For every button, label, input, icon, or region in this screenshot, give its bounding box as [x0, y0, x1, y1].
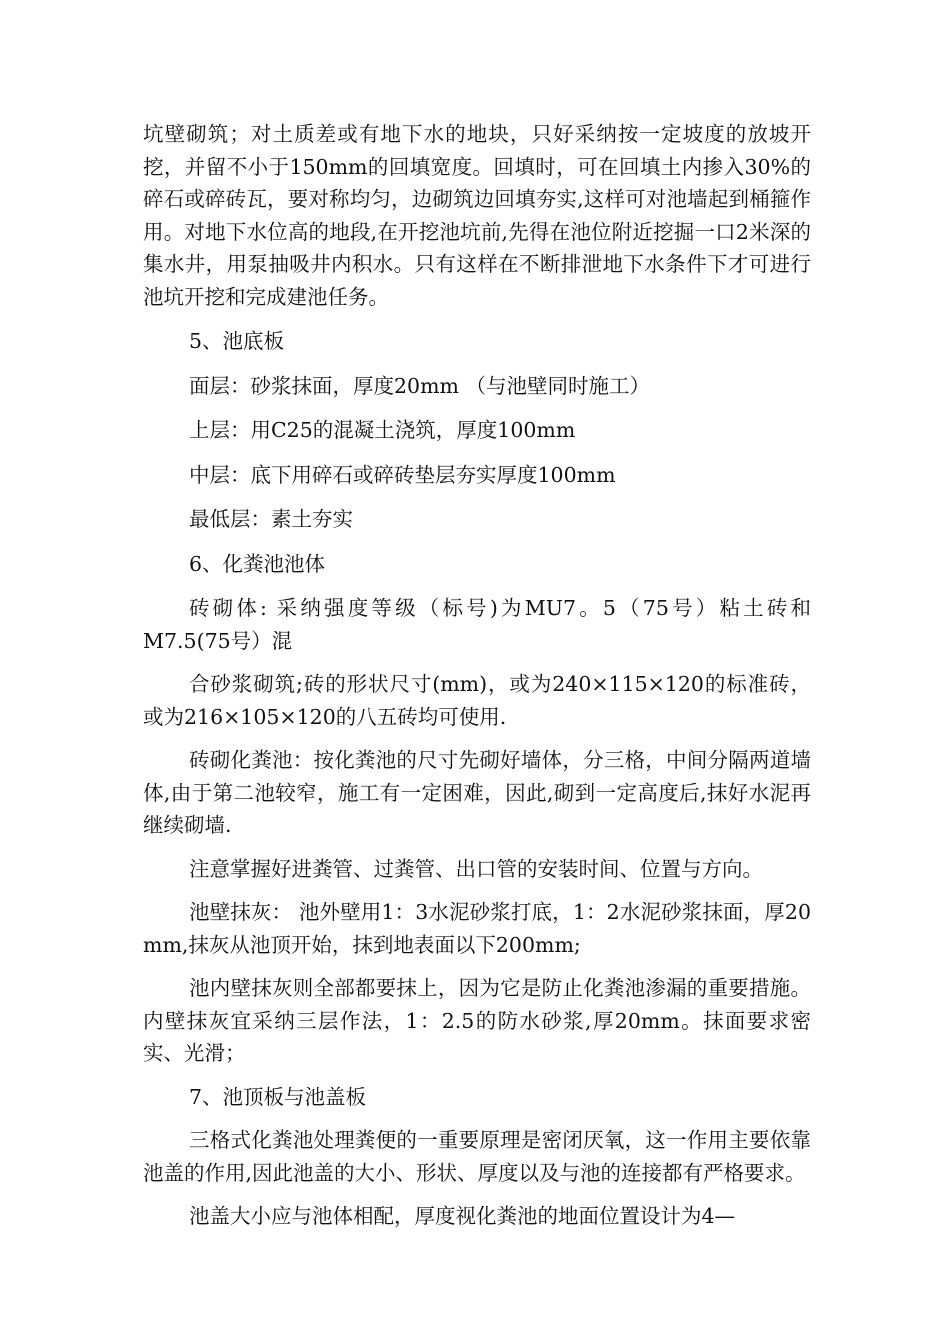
paragraph-middle-layer: 中层：底下用碎石或碎砖垫层夯实厚度100mm — [189, 462, 616, 487]
paragraph-inner-plaster: 池内壁抹灰则全部都要抹上，因为它是防止化粪池渗漏的重要措施。内壁抹灰宜采纳三层作法，1：2.5的防水砂浆,厚20mm。抹面要求密实、光滑； — [143, 976, 811, 1065]
paragraph-masonry: 砖砌体: 采纳强度等级（标号)为MU7。5（75号）粘土砖和M7.5(75号）混 — [143, 596, 811, 653]
paragraph-cover-size: 池盖大小应与池体相配，厚度视化粪池的地面位置设计为4— — [189, 1204, 736, 1228]
paragraph-mortar: 合砂浆砌筑;砖的形状尺寸(mm)，或为240×115×120的标准砖，或为216×105×120的八五砖均可使用. — [143, 672, 811, 729]
paragraph-surface-layer: 面层：砂浆抹面，厚度20mm （与池壁同时施工） — [189, 373, 650, 398]
document-body — [143, 118, 811, 1233]
paragraph-anaerobic: 三格式化粪池处理粪便的一重要原理是密闭厌氧，这一作用主要依靠池盖的作用,因此池盖的大小、形状、厚度以及与池的连接都有严格要求。 — [143, 1128, 811, 1185]
paragraph-excavation: 坑壁砌筑；对土质差或有地下水的地块，只好采纳按一定坡度的放坡开挖，并留不小于150mm的回填宽度。回填时，可在回填土内掺入30%的碎石或碎砖瓦，要对称均匀，边砌筑边回填夯实,这样可对池墙起到桶箍作用。对地下水位高的地段,在开挖池坑前,先得在池位附近挖掘一口2米深的集水井，用泵抽吸井内积水。只有这样在不断排泄地下水条件下才可进行池坑开挖和完成建池任务。 — [143, 122, 811, 309]
paragraph-pipe-note: 注意掌握好进粪管、过粪管、出口管的安装时间、位置与方向。 — [189, 856, 763, 881]
paragraph-wall-plaster: 池壁抹灰： 池外壁用1：3水泥砂浆打底，1：2水泥砂浆抹面，厚20 mm,抹灰从池顶开始，抹到地表面以下200mm; — [143, 900, 811, 957]
heading-top-slab: 7、池顶板与池盖板 — [189, 1084, 367, 1109]
heading-bottom-slab: 5、池底板 — [189, 329, 285, 353]
paragraph-upper-layer: 上层：用C25的混凝土浇筑，厚度100mm — [189, 418, 576, 442]
heading-tank-body: 6、化粪池池体 — [189, 551, 326, 576]
paragraph-brick-tank: 砖砌化粪池：按化粪池的尺寸先砌好墙体，分三格，中间分隔两道墙体,由于第二池较窄，施工有一定困难，因此,砌到一定高度后,抹好水泥再继续砌墙. — [143, 748, 811, 837]
paragraph-lowest-layer: 最低层：素土夯实 — [189, 507, 353, 531]
